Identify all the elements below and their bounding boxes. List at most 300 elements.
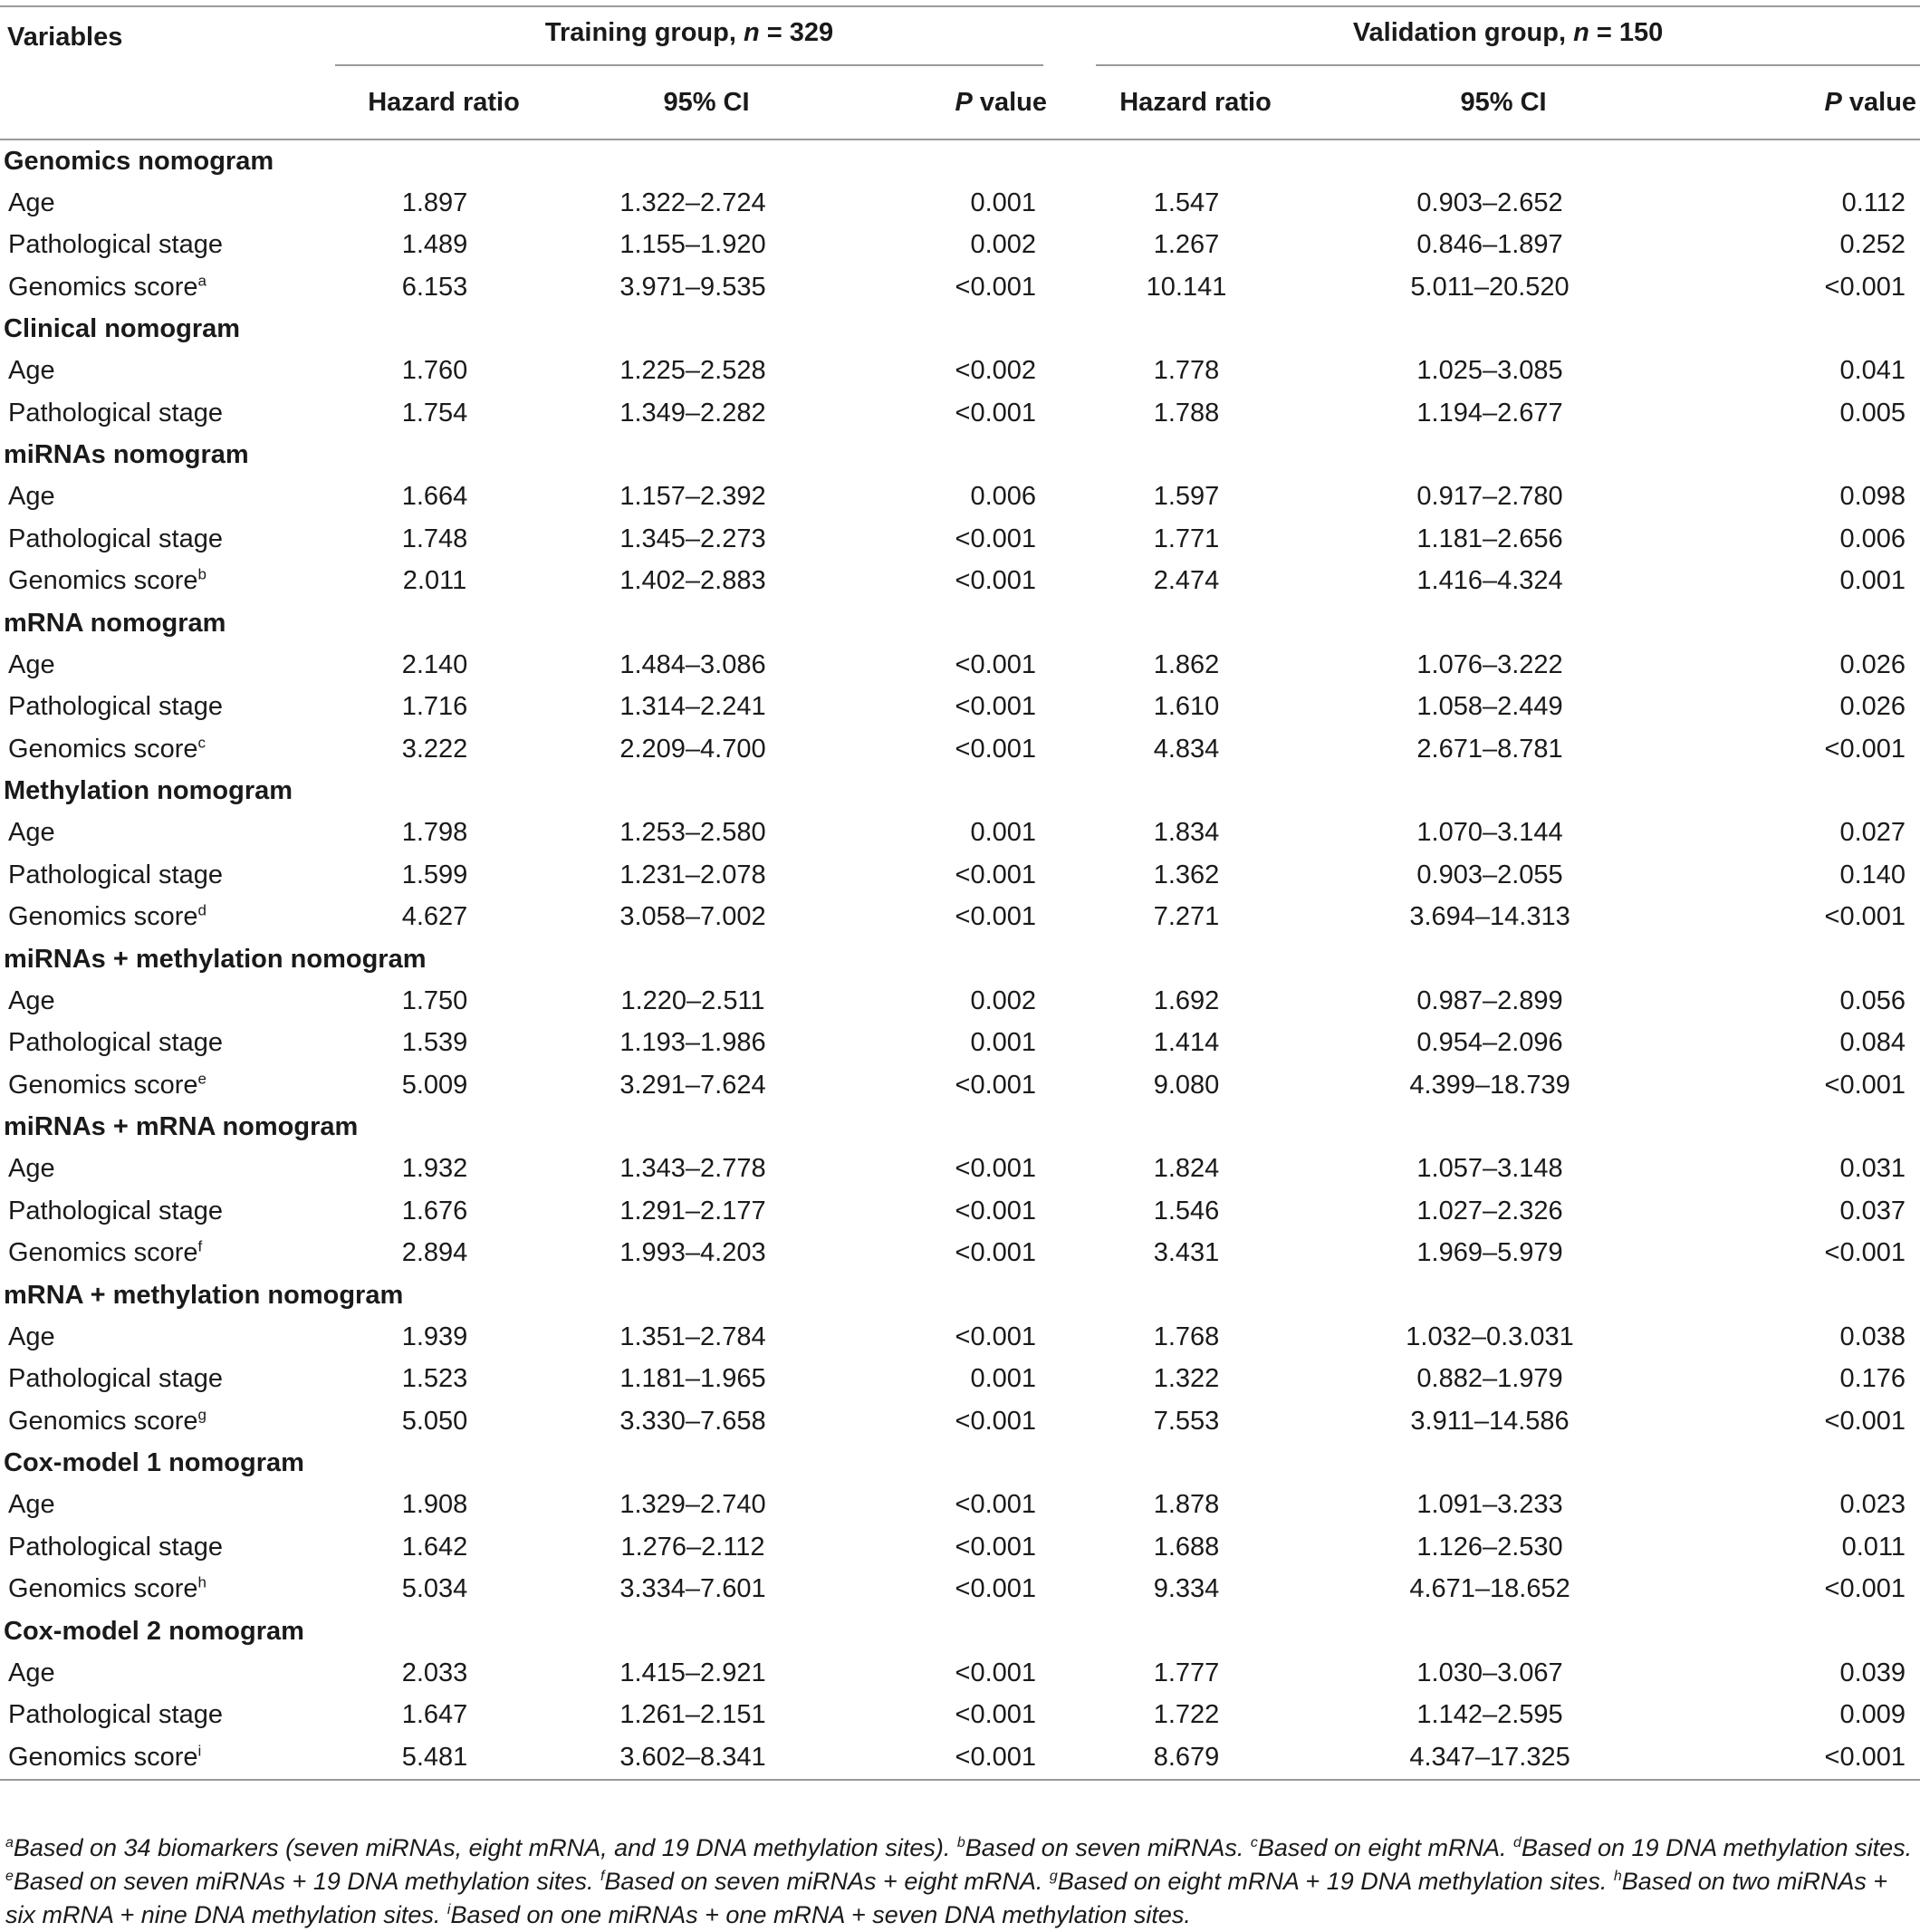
variable-label: Pathological stage: [8, 524, 223, 553]
footnote-marker: c: [197, 734, 206, 752]
variable-cell: [0, 1233, 326, 1275]
training-ci-cell: 1.193–1.986: [619, 1028, 766, 1058]
variable-label: Age: [8, 985, 55, 1015]
training-hazard-ratio-cell: 5.050: [401, 1406, 468, 1436]
validation-p-value-cell: 0.037: [1839, 1196, 1906, 1226]
validation-ci-cell: 1.969–5.979: [1416, 1238, 1563, 1268]
validation-ci-cell: 1.032–0.3.031: [1406, 1322, 1574, 1351]
validation-ci-cell: 1.091–3.233: [1416, 1490, 1563, 1520]
validation-ci-cell: 1.058–2.449: [1416, 692, 1563, 722]
validation-p-value-cell: 0.039: [1839, 1658, 1906, 1687]
variable-cell: [0, 1485, 326, 1527]
footnote-mark: d: [1513, 1835, 1522, 1850]
validation-hazard-ratio-cell: 2.474: [1153, 566, 1220, 596]
hazard-ratio-table: [0, 9, 1920, 1781]
variable-label: Genomics score: [8, 566, 198, 596]
validation-ci-cell: 1.194–2.677: [1416, 398, 1563, 428]
validation-ci-cell: 1.076–3.222: [1416, 649, 1563, 679]
variable-cell: [0, 351, 326, 393]
variable-cell: [0, 980, 326, 1023]
variables-header: Variables: [7, 23, 123, 52]
validation-ci-cell: 1.181–2.656: [1416, 524, 1563, 553]
validation-hazard-ratio-cell: 1.414: [1153, 1028, 1220, 1058]
validation-p-value-cell: 0.140: [1839, 860, 1906, 889]
validation-ci-cell: 1.025–3.085: [1416, 356, 1563, 386]
training-p-value-cell: 0.002: [970, 985, 1037, 1015]
training-hazard-ratio-cell: 1.748: [401, 524, 468, 553]
footnote-marker: d: [197, 901, 206, 919]
training-p-value-cell: <0.001: [955, 1532, 1037, 1562]
variable-label: Age: [8, 187, 55, 217]
table-row: [0, 1695, 1920, 1737]
column-header-row: [0, 66, 1920, 139]
validation-hazard-ratio-cell: 9.080: [1153, 1070, 1220, 1100]
training-hazard-ratio-cell: 1.664: [401, 482, 468, 512]
validation-p-value-cell: 0.038: [1839, 1322, 1906, 1351]
validation-p-value-cell: <0.001: [1824, 1574, 1906, 1604]
validation-hazard-ratio-cell: 4.834: [1153, 734, 1220, 764]
variable-cell: [0, 1652, 326, 1695]
footnote-marker: b: [197, 565, 206, 583]
validation-p-value-cell: 0.084: [1839, 1028, 1906, 1058]
table-footnotes: [5, 1831, 1915, 1932]
footnote-mark: c: [1250, 1835, 1258, 1850]
table-row: [0, 1064, 1920, 1107]
validation-p-value-cell: 0.176: [1839, 1364, 1906, 1394]
training-ci-cell: 3.058–7.002: [619, 902, 766, 932]
training-ci-cell: 1.314–2.241: [619, 692, 766, 722]
footnote-marker: h: [197, 1573, 206, 1591]
variable-cell: [0, 225, 326, 267]
training-hazard-ratio-cell: 1.908: [401, 1490, 468, 1520]
validation-hazard-ratio-cell: 1.778: [1153, 356, 1220, 386]
validation-ci-cell: 0.903–2.055: [1416, 860, 1563, 889]
variable-label: Genomics score: [8, 1742, 198, 1772]
table-row: [0, 897, 1920, 939]
validation-ci-cell: 0.987–2.899: [1416, 985, 1563, 1015]
training-ci-cell: 1.181–1.965: [619, 1364, 766, 1394]
training-hazard-ratio-cell: 1.760: [401, 356, 468, 386]
validation-p-value-cell: 0.009: [1839, 1700, 1906, 1730]
validation-p-value-cell: 0.023: [1839, 1490, 1906, 1520]
variable-cell: [0, 518, 326, 561]
training-ci-cell: 1.349–2.282: [619, 398, 766, 428]
validation-hazard-ratio-cell: 10.141: [1146, 272, 1227, 302]
variable-label: Age: [8, 482, 55, 512]
section-title: Cox-model 2 nomogram: [4, 1616, 304, 1646]
variable-label: Genomics score: [8, 734, 198, 764]
validation-hazard-ratio-cell: 1.547: [1153, 187, 1220, 217]
training-p-value-cell: 0.001: [970, 187, 1037, 217]
variable-cell: [0, 1064, 326, 1107]
training-ci-cell: 1.220–2.511: [620, 985, 765, 1015]
validation-ci-cell: 4.671–18.652: [1409, 1574, 1570, 1604]
training-ci-cell: 3.334–7.601: [619, 1574, 766, 1604]
footnote-text: Based on eight mRNA + 19 DNA methylation sites.: [1057, 1868, 1614, 1895]
table-row: [0, 1400, 1920, 1443]
validation-ci-header: 95% CI: [1340, 66, 1666, 139]
section-header-row: [0, 435, 1920, 476]
training-p-value-cell: <0.001: [851, 1736, 1051, 1780]
variable-label: Pathological stage: [8, 230, 223, 260]
training-hazard-ratio-cell: 2.894: [401, 1238, 468, 1268]
validation-p-value-cell: 0.001: [1839, 566, 1906, 596]
group-header-row: [0, 9, 1920, 66]
training-hazard-ratio-cell: 1.489: [401, 230, 468, 260]
table-row: [0, 687, 1920, 729]
training-p-value-cell: <0.001: [955, 1238, 1037, 1268]
footnote-text: Based on one miRNAs + one mRNA + seven DNA methylation sites.: [450, 1901, 1191, 1928]
top-rule: [0, 5, 1920, 7]
validation-ci-cell: 3.694–14.313: [1409, 902, 1570, 932]
validation-ci-cell: 3.911–14.586: [1410, 1406, 1570, 1436]
validation-hazard-ratio-cell: 1.267: [1153, 230, 1220, 260]
footnote-mark: e: [5, 1869, 14, 1884]
section-title: Genomics nomogram: [4, 146, 274, 176]
training-ci-cell: 3.330–7.658: [619, 1406, 766, 1436]
validation-p-value-cell: <0.001: [1824, 1238, 1906, 1268]
validation-p-value-cell: <0.001: [1824, 734, 1906, 764]
validation-p-value-cell: <0.001: [1666, 1736, 1920, 1780]
validation-hazard-ratio-cell: 8.679: [1051, 1736, 1340, 1780]
training-ci-cell: 1.322–2.724: [619, 187, 766, 217]
training-hazard-ratio-cell: 1.897: [401, 187, 468, 217]
validation-ci-cell: 1.142–2.595: [1416, 1700, 1563, 1730]
training-hazard-ratio-cell: 4.627: [401, 902, 468, 932]
validation-hazard-ratio-cell: 1.768: [1153, 1322, 1220, 1351]
training-p-value-cell: <0.001: [955, 1322, 1037, 1351]
training-ci-cell: 1.351–2.784: [619, 1322, 766, 1351]
training-p-value-cell: <0.001: [955, 1406, 1037, 1436]
validation-hazard-ratio-cell: 3.431: [1153, 1238, 1220, 1268]
variable-label: Age: [8, 649, 55, 679]
training-ci-cell: 1.329–2.740: [619, 1490, 766, 1520]
training-p-value-cell: 0.002: [970, 230, 1037, 260]
validation-hazard-ratio-cell: 7.271: [1153, 902, 1220, 932]
training-p-value-cell: <0.001: [955, 860, 1037, 889]
validation-p-value-cell: 0.252: [1839, 230, 1906, 260]
variable-label: Genomics score: [8, 902, 198, 932]
validation-ci-cell: 2.671–8.781: [1416, 734, 1563, 764]
validation-p-value-cell: <0.001: [1824, 1070, 1906, 1100]
footnote-mark: i: [446, 1902, 451, 1918]
training-hazard-ratio-cell: 1.754: [401, 398, 468, 428]
variable-cell: [0, 182, 326, 225]
variable-label: Genomics score: [8, 1406, 198, 1436]
training-ci-cell: 2.209–4.700: [619, 734, 766, 764]
footnote-text: Based on two miRNAs + six mRNA + nine DNA methylation sites.: [5, 1868, 1888, 1928]
training-group-header: Training group, n = 329: [326, 9, 1051, 66]
table-row: [0, 1569, 1920, 1611]
training-ci-cell: 1.993–4.203: [619, 1238, 766, 1268]
variable-label: Genomics score: [8, 1574, 198, 1604]
training-p-value-cell: <0.001: [955, 1700, 1037, 1730]
validation-ci-cell: 4.399–18.739: [1409, 1070, 1570, 1100]
validation-hazard-ratio-cell: 9.334: [1153, 1574, 1220, 1604]
table-row: [0, 351, 1920, 393]
section-title: Methylation nomogram: [4, 776, 293, 805]
training-ci-cell: 1.253–2.580: [619, 818, 766, 848]
validation-hazard-ratio-cell: 1.777: [1153, 1658, 1220, 1687]
validation-hazard-ratio-cell: 1.322: [1153, 1364, 1220, 1394]
validation-p-value-cell: 0.026: [1839, 692, 1906, 722]
footnote-mark: a: [5, 1835, 14, 1850]
training-hazard-ratio-cell: 1.939: [401, 1322, 468, 1351]
validation-p-value-cell: 0.098: [1839, 482, 1906, 512]
training-hazard-ratio-cell: 5.009: [401, 1070, 468, 1100]
training-ci-cell: 1.484–3.086: [619, 649, 766, 679]
section-title: miRNAs + mRNA nomogram: [4, 1112, 359, 1141]
validation-hazard-ratio-cell: 1.688: [1153, 1532, 1220, 1562]
table-row: [0, 980, 1920, 1023]
validation-ci-cell: 0.917–2.780: [1416, 482, 1563, 512]
validation-ci-cell: 5.011–20.520: [1410, 272, 1570, 302]
section-header-row: [0, 1107, 1920, 1149]
training-p-value-cell: 0.001: [970, 1364, 1037, 1394]
variable-cell: [0, 1569, 326, 1611]
table-row: [0, 644, 1920, 687]
training-p-value-cell: <0.001: [955, 1070, 1037, 1100]
variable-cell: [0, 1695, 326, 1737]
training-p-value-cell: <0.001: [955, 902, 1037, 932]
variable-cell: [0, 476, 326, 519]
footnote-text: Based on seven miRNAs + eight mRNA.: [604, 1868, 1050, 1895]
training-ci-cell: 1.276–2.112: [620, 1532, 765, 1562]
training-p-value-cell: 0.006: [970, 482, 1037, 512]
validation-hazard-ratio-cell: 1.771: [1153, 524, 1220, 553]
training-ci-cell: 3.291–7.624: [619, 1070, 766, 1100]
footnote-marker: e: [197, 1070, 206, 1088]
variable-label: Pathological stage: [8, 1700, 223, 1730]
section-title: miRNAs + methylation nomogram: [4, 944, 427, 974]
variable-cell: [0, 644, 326, 687]
training-hazard-ratio-cell: 1.523: [401, 1364, 468, 1394]
validation-ci-cell: 1.027–2.326: [1416, 1196, 1563, 1226]
variable-label: Pathological stage: [8, 1196, 223, 1226]
training-p-value-header: P value: [851, 66, 1051, 139]
training-hazard-ratio-cell: 1.539: [401, 1028, 468, 1058]
training-p-value-cell: <0.001: [955, 272, 1037, 302]
training-ci-cell: 1.343–2.778: [619, 1154, 766, 1184]
training-hazard-ratio-cell: 3.222: [401, 734, 468, 764]
training-p-value-cell: <0.001: [955, 1658, 1037, 1687]
training-p-value-cell: 0.001: [970, 818, 1037, 848]
training-ci-cell: 1.402–2.883: [619, 566, 766, 596]
validation-hazard-ratio-cell: 1.788: [1153, 398, 1220, 428]
footnote-marker: a: [197, 272, 206, 290]
validation-p-value-cell: <0.001: [1824, 272, 1906, 302]
table-row: [0, 1652, 1920, 1695]
training-p-value-cell: <0.001: [955, 1196, 1037, 1226]
variable-label: Pathological stage: [8, 692, 223, 722]
table-row: [0, 1149, 1920, 1191]
training-hazard-ratio-cell: 1.599: [401, 860, 468, 889]
training-p-value-cell: <0.002: [955, 356, 1037, 386]
table-row: [0, 476, 1920, 519]
validation-hazard-ratio-cell: 1.597: [1153, 482, 1220, 512]
training-hazard-ratio-cell: 1.642: [401, 1532, 468, 1562]
training-hazard-ratio-cell: 2.140: [401, 649, 468, 679]
section-header-row: [0, 309, 1920, 351]
validation-ci-cell: 1.126–2.530: [1416, 1532, 1563, 1562]
validation-ci-cell: 4.347–17.325: [1340, 1736, 1666, 1780]
validation-ci-cell: 0.954–2.096: [1416, 1028, 1563, 1058]
training-p-value-cell: <0.001: [955, 398, 1037, 428]
variable-cell: [0, 1190, 326, 1233]
validation-hazard-ratio-cell: 1.862: [1153, 649, 1220, 679]
footnote-mark: g: [1049, 1869, 1058, 1884]
training-ci-cell: 1.225–2.528: [619, 356, 766, 386]
section-title: Clinical nomogram: [4, 314, 241, 343]
section-title: miRNAs nomogram: [4, 440, 249, 469]
validation-p-value-cell: 0.031: [1839, 1154, 1906, 1184]
validation-p-value-cell: <0.001: [1824, 1406, 1906, 1436]
table-row: [0, 561, 1920, 603]
training-p-value-cell: <0.001: [955, 692, 1037, 722]
validation-hazard-ratio-cell: 1.362: [1153, 860, 1220, 889]
variable-cell: [0, 561, 326, 603]
training-ci-cell: 1.345–2.273: [619, 524, 766, 553]
table-row: [0, 1736, 1920, 1780]
training-hazard-ratio-cell: 6.153: [401, 272, 468, 302]
validation-p-value-cell: 0.005: [1839, 398, 1906, 428]
training-hazard-ratio-cell: 1.676: [401, 1196, 468, 1226]
variable-label: Pathological stage: [8, 860, 223, 889]
training-hazard-ratio-cell: 2.011: [402, 566, 467, 596]
training-p-value-cell: <0.001: [955, 1574, 1037, 1604]
table-row: [0, 1526, 1920, 1569]
variable-cell: [0, 854, 326, 897]
training-hazard-ratio-cell: 1.932: [401, 1154, 468, 1184]
variable-cell: [0, 897, 326, 939]
section-title: Cox-model 1 nomogram: [4, 1448, 304, 1477]
training-ci-cell: 1.291–2.177: [619, 1196, 766, 1226]
validation-hazard-ratio-cell: 1.546: [1153, 1196, 1220, 1226]
table-row: [0, 728, 1920, 771]
section-title: mRNA nomogram: [4, 608, 226, 638]
section-header-row: [0, 1443, 1920, 1485]
footnote-mark: f: [600, 1869, 605, 1884]
validation-p-value-cell: 0.027: [1839, 818, 1906, 848]
validation-ci-cell: 0.903–2.652: [1416, 187, 1563, 217]
training-p-value-cell: <0.001: [955, 524, 1037, 553]
variable-label: Age: [8, 818, 55, 848]
validation-hazard-ratio-cell: 1.692: [1153, 985, 1220, 1015]
variable-cell: [0, 1736, 326, 1780]
validation-ci-cell: 0.846–1.897: [1416, 230, 1563, 260]
training-p-value-cell: 0.001: [970, 1028, 1037, 1058]
table-row: [0, 854, 1920, 897]
training-hazard-ratio-cell: 1.716: [401, 692, 468, 722]
variable-label: Genomics score: [8, 1070, 198, 1100]
footnote-marker: f: [197, 1237, 203, 1255]
footnote-text: Based on seven miRNAs + 19 DNA methylation sites.: [13, 1868, 600, 1895]
table-row: [0, 1023, 1920, 1065]
variable-label: Age: [8, 356, 55, 386]
training-ci-cell: 3.971–9.535: [619, 272, 766, 302]
footnote-mark: h: [1613, 1869, 1622, 1884]
training-hazard-ratio-cell: 5.481: [326, 1736, 562, 1780]
table-row: [0, 266, 1920, 309]
variable-label: Genomics score: [8, 1238, 198, 1268]
section-header-row: [0, 771, 1920, 812]
section-header-row: [0, 1274, 1920, 1316]
validation-p-value-cell: 0.112: [1841, 187, 1906, 217]
table-row: [0, 182, 1920, 225]
variable-label: Age: [8, 1322, 55, 1351]
variable-label: Age: [8, 1658, 55, 1687]
training-hazard-ratio-header: Hazard ratio: [326, 66, 562, 139]
variable-cell: [0, 812, 326, 855]
training-ci-cell: 1.415–2.921: [619, 1658, 766, 1687]
validation-p-value-cell: 0.056: [1839, 985, 1906, 1015]
section-header-row: [0, 602, 1920, 644]
training-hazard-ratio-cell: 1.647: [401, 1700, 468, 1730]
training-hazard-ratio-cell: 1.798: [401, 818, 468, 848]
variable-label: Age: [8, 1154, 55, 1184]
variable-cell: [0, 687, 326, 729]
table-row: [0, 1485, 1920, 1527]
training-p-value-cell: <0.001: [955, 649, 1037, 679]
variable-label: Pathological stage: [8, 1364, 223, 1394]
variable-label: Pathological stage: [8, 1532, 223, 1562]
validation-p-value-cell: <0.001: [1824, 902, 1906, 932]
training-p-value-cell: <0.001: [955, 566, 1037, 596]
validation-ci-cell: 1.416–4.324: [1416, 566, 1563, 596]
validation-hazard-ratio-cell: 1.878: [1153, 1490, 1220, 1520]
validation-p-value-cell: 0.041: [1839, 356, 1906, 386]
training-hazard-ratio-cell: 2.033: [401, 1658, 468, 1687]
training-hazard-ratio-cell: 5.034: [401, 1574, 468, 1604]
footnote-text: Based on 34 biomarkers (seven miRNAs, eight mRNA, and 19 DNA methylation sites).: [13, 1834, 957, 1861]
table-body: [0, 139, 1920, 1780]
table-row: [0, 1233, 1920, 1275]
variable-cell: [0, 1316, 326, 1359]
variable-label: Genomics score: [8, 272, 198, 302]
footnote-marker: g: [197, 1406, 206, 1424]
training-ci-cell: 1.261–2.151: [619, 1700, 766, 1730]
table-row: [0, 225, 1920, 267]
variable-label: Pathological stage: [8, 1028, 223, 1058]
footnote-mark: b: [956, 1835, 965, 1850]
table-row: [0, 812, 1920, 855]
table-row: [0, 392, 1920, 435]
variable-label: Age: [8, 1490, 55, 1520]
validation-ci-cell: 0.882–1.979: [1416, 1364, 1563, 1394]
section-header-row: [0, 1610, 1920, 1652]
variable-cell: [0, 266, 326, 309]
training-p-value-cell: <0.001: [955, 1490, 1037, 1520]
validation-hazard-ratio-cell: 1.834: [1153, 818, 1220, 848]
section-header-row: [0, 139, 1920, 182]
validation-hazard-ratio-cell: 1.824: [1153, 1154, 1220, 1184]
training-ci-cell: 3.602–8.341: [562, 1736, 851, 1780]
validation-hazard-ratio-cell: 1.610: [1153, 692, 1220, 722]
variable-cell: [0, 1526, 326, 1569]
table-row: [0, 1190, 1920, 1233]
training-ci-cell: 1.157–2.392: [619, 482, 766, 512]
footnote-marker: i: [197, 1742, 202, 1760]
validation-group-header: Validation group, n = 150: [1051, 9, 1920, 66]
variable-cell: [0, 1023, 326, 1065]
section-title: mRNA + methylation nomogram: [4, 1280, 404, 1310]
variable-cell: [0, 728, 326, 771]
footnote-text: Based on eight mRNA.: [1257, 1834, 1514, 1861]
variable-label: Pathological stage: [8, 398, 223, 428]
training-p-value-cell: <0.001: [955, 734, 1037, 764]
validation-ci-cell: 1.057–3.148: [1416, 1154, 1563, 1184]
section-header-row: [0, 938, 1920, 980]
